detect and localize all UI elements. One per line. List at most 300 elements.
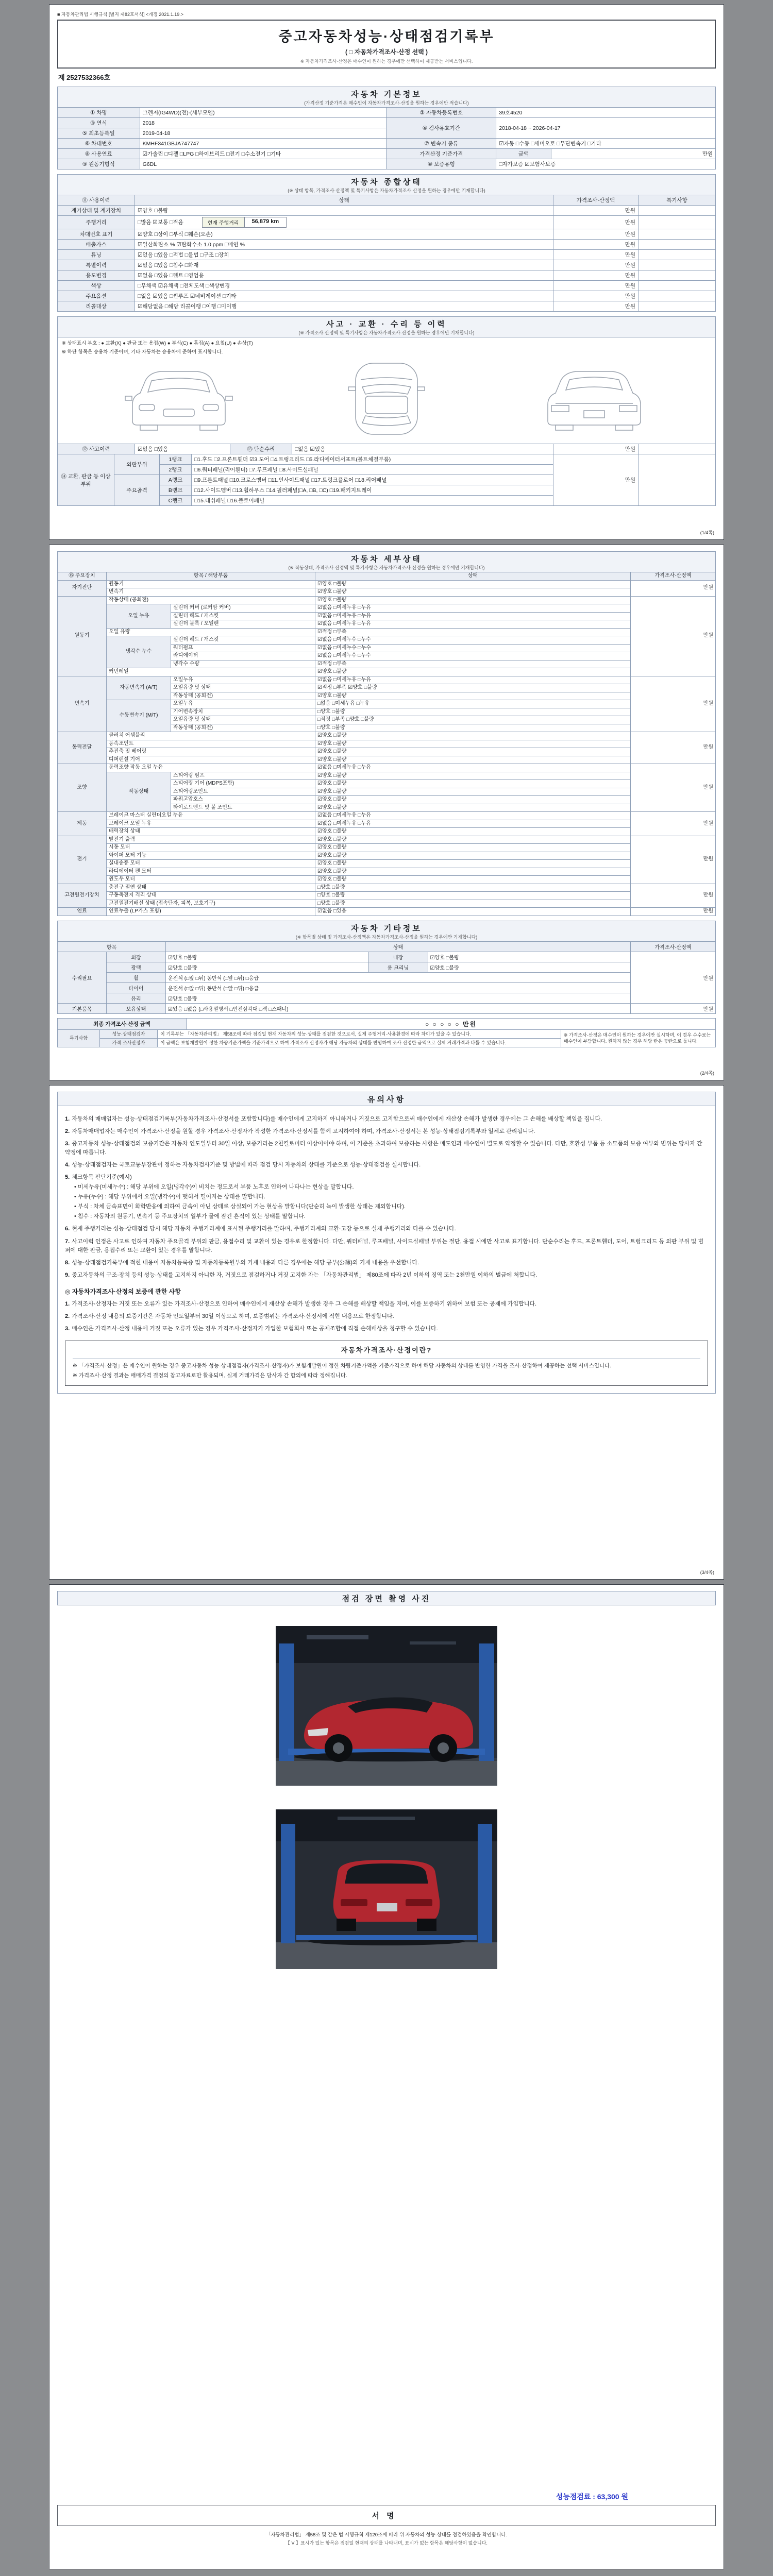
device-subgroup-label: 자동변속기 (A/T) [107, 676, 171, 700]
table-row [58, 580, 716, 588]
final-price-label: 최종 가격조사·산정 금액 [58, 1018, 187, 1029]
item-label: 파워고압호스 [171, 796, 315, 804]
table-row [58, 884, 716, 892]
checkbox-group: ☑양호 □불량 [315, 788, 631, 796]
table-row [58, 993, 716, 1003]
column-header: ⑪ 사용이력 [58, 195, 135, 206]
notice-item [65, 1173, 708, 1221]
final-price-value: ○ ○ ○ ○ ○ 만원 [187, 1018, 716, 1029]
item-label: 오일 유량 [107, 628, 315, 636]
opinion-side-note: ※ 가격조사·산정은 매수인이 원하는 경우에만 실시하며, 이 경우 수수료는 매수인이 부담합니다. 원하지 않는 경우 해당 란은 공란으로 둡니다. [561, 1029, 716, 1047]
price-cell: 만원 [631, 836, 716, 884]
table-row [58, 118, 716, 128]
table-row [58, 636, 716, 645]
field-label: 배출가스 [58, 240, 135, 250]
table-row [58, 301, 716, 312]
definition-line: ※ 「가격조사·산정」은 매수인이 원하는 경우 중고자동차 성능·상태점검자(가격조사·산정자)가 보험개발원이 정한 차량기준가액을 기준가격으로 하여 해당 자동차의 상태를 반영한 가격을 조사·산정하여 제공하는 선택 서비스입니다. [73, 1362, 612, 1369]
price-cell: 만원 [553, 281, 638, 291]
notice-item [65, 1115, 708, 1124]
section-title: 자동차 종합상태 [351, 178, 422, 187]
checkbox-group: ☑양호 □불량 [315, 668, 631, 676]
table-row [58, 149, 716, 159]
basic-info-table [57, 107, 716, 170]
warranty-section-title: ◎ 자동차가격조사·산정의 보증에 관한 사항 [65, 1287, 181, 1295]
page-3 [49, 1085, 724, 1580]
column-header: 가격조사·산정액 [553, 195, 638, 206]
checkbox-group: □15.대쉬패널 □16.플로어패널 [192, 496, 553, 506]
checkbox-group: ☑없음 □미세누유 □누유 [315, 620, 631, 629]
table-header-row [58, 195, 716, 206]
notice-item-text: 중고자동차의 구조·장치 등의 성능·상태를 고지하지 아니한 자, 거짓으로 점검하거나 거짓 고지한 자는 「자동차관리법」 제80조에 따라 2년 이하의 징역 또는 2천만원 이하의 벌금에 처합니다. [72, 1272, 537, 1278]
checkbox-group: ☑양호 □불량 [315, 588, 631, 597]
field-label: 주요옵션 [58, 291, 135, 301]
checkbox-group: □양호 □불량 [315, 884, 631, 892]
checkbox-group-text: ☑양호 □상이 □부식 □훼손(오손) [138, 231, 213, 238]
checkbox-group: ☑양호 □불량 [315, 804, 631, 812]
checkbox-group-text: ☑양호 □불량 [138, 208, 169, 214]
field-label: ⑧ 사용연료 [58, 149, 140, 159]
warranty-item-list [65, 1300, 708, 1333]
definition-line: ※ 가격조사·산정 결과는 매매가격 결정의 참고자료로만 활용되며, 실제 거래가격은 당사자 간 합의에 따라 정해집니다. [73, 1372, 347, 1379]
section-title: 점검 장면 촬영 사진 [342, 1595, 431, 1603]
table-row [58, 732, 716, 740]
etc-info-table [57, 941, 716, 1014]
checkbox-group: ☑양호 □불량 [315, 756, 631, 764]
notice-item [65, 1238, 708, 1255]
rank-label: A랭크 [160, 475, 192, 485]
table-row [58, 206, 716, 216]
item-label: 실린더 헤드 / 개스킷 [171, 612, 315, 620]
checkbox-group: ☑없음 □미세누유 □누유 [315, 612, 631, 620]
table-row [58, 281, 716, 291]
field-label: ⑨ 원동기형식 [58, 159, 140, 170]
table-row [58, 454, 716, 465]
column-header: 상태 [135, 195, 553, 206]
table-row [58, 1018, 716, 1029]
checkbox-group: ☑양호 □불량 [166, 962, 368, 972]
item-label: 실린더 헤드 / 개스킷 [171, 636, 315, 645]
checkbox-group: ☑양호 □불량 [315, 596, 631, 604]
table-row [58, 748, 716, 756]
notice-item-number: 5. [65, 1174, 70, 1181]
notice-section [57, 1106, 716, 1394]
checkbox-group [135, 291, 553, 301]
column-header: 상태 [315, 572, 631, 581]
notice-item-text: 사고이력 인정은 사고로 인하여 자동차 주요골격 부위의 판금, 용접수리 및 교환이 있는 경우로 한정합니다. 다만, 쿼터패널, 루프패널, 사이드실패널 부위는 절단, 용접 시에만 사고로 표기합니다. 단순수리는 후드, 프론트휀더, 도어, 트렁크리드 등 외판 부위 및 범퍼에 대한 판금, 용접수리 또는 교환이 있는 경우를 말합니다. [65, 1238, 704, 1253]
price-cell: 만원 [553, 270, 638, 281]
notice-item-number: 2. [65, 1128, 70, 1135]
document-number: 제 2527532366호 [58, 74, 111, 81]
section-title: 유의사항 [367, 1095, 406, 1104]
notice-item [65, 1259, 708, 1267]
field-label: 외장 [107, 952, 166, 962]
inspector-opinion-table [57, 1029, 716, 1047]
table-row [58, 740, 716, 748]
section-notice-header [57, 1092, 716, 1106]
notice-item-number: 7. [65, 1238, 70, 1245]
rank-label: B랭크 [160, 485, 192, 496]
checkbox-group: ☑양호 □불량 [315, 860, 631, 868]
section-note: (※ 상태 항목, 가격조사·산정액 및 특기사항은 자동차가격조사·산정을 원하는 경우에만 기재합니다) [288, 188, 485, 193]
device-group-label: 조향 [58, 764, 107, 812]
notice-subitem: • 미세누유(미세누수) : 해당 부위에 오일(냉각수)이 비치는 정도로서 부품 노후로 인하여 나타나는 현상을 말합니다. [74, 1184, 354, 1191]
field-label: 특별이력 [58, 260, 135, 270]
field-value: 만원 [551, 149, 715, 159]
page-number: (3/4쪽) [700, 1570, 714, 1575]
inspector-opinion-text: 이 금액은 보험개발원이 정한 차량기준가액을 기준가격으로 하여 가격조사·산정자가 해당 자동차의 상태를 반영하여 조사·산정한 금액으로 실제 거래가격과 다를 수 있습니다. [158, 1038, 561, 1047]
checkbox-group: ☑양호 □불량 [428, 952, 631, 962]
price-cell: 만원 [553, 260, 638, 270]
item-label: 작동상태 (공회전) [107, 596, 315, 604]
checkbox-group: ☑적정 □부족 [315, 660, 631, 668]
table-row [58, 908, 716, 916]
detail-status-table [57, 572, 716, 916]
checkbox-group-text: ☑해당없음 □해당 리콜이행 □이행 □미이행 [138, 303, 237, 310]
field-value: □자가보증 ☑보험사보증 [496, 159, 716, 170]
field-value: KMHF341GBJA747747 [140, 139, 386, 149]
photo-1-container [57, 1626, 716, 1786]
price-cell: 만원 [631, 908, 716, 916]
price-cell: 만원 [553, 444, 638, 454]
table-row [58, 676, 716, 684]
notice-item [65, 1271, 708, 1280]
field-label: 용도변경 [58, 270, 135, 281]
item-label: 브레이크 오일 누유 [107, 820, 315, 828]
checkbox-group [135, 281, 553, 291]
field-label: ⑤ 최초등록일 [58, 128, 140, 139]
field-label: 색상 [58, 281, 135, 291]
checkbox-group: ☑양호 □불량 [315, 876, 631, 884]
device-subgroup-label: 수동변속기 (M/T) [107, 700, 171, 732]
table-row [58, 108, 716, 118]
notice-item-text: 현재 주행거리는 성능·상태점검 당시 해당 자동차 주행거리계에 표시된 주행거리를 말하며, 주행거리계의 교환·고장 등으로 실제 주행거리와 다를 수 있습니다. [72, 1226, 456, 1232]
checkbox-group-text: ☑없음 □있음 □렌트 □영업용 [138, 273, 204, 279]
table-row [58, 820, 716, 828]
definition-box-body [73, 1362, 700, 1381]
table-row [58, 828, 716, 836]
vehicle-basis-legend: ※ 하단 항목은 승용차 기준이며, 기타 자동차는 승용차에 준하여 표시합니다. [62, 349, 223, 355]
checkbox-group: □적정 □부족 □양호 □불량 [315, 716, 631, 724]
notice-item-text: 성능·상태점검자는 국토교통부장관이 정하는 자동차검사기준 및 방법에 따라 점검 당시 자동차의 상태를 기준으로 성능·상태점검을 실시합니다. [72, 1162, 421, 1168]
device-group-label: 자기진단 [58, 580, 107, 596]
checkbox-group: ☑없음 □미세누수 □누수 [315, 644, 631, 652]
table-row [58, 139, 716, 149]
remark-cell [638, 281, 716, 291]
notice-item-number: 9. [65, 1272, 70, 1278]
notice-item [65, 1127, 708, 1136]
item-label: 냉각수 수량 [171, 660, 315, 668]
column-header: 가격조사·산정액 [631, 572, 716, 581]
field-value: 39호4520 [496, 108, 716, 118]
item-label: 오일누유 [171, 676, 315, 684]
item-label: 스티어링 펌프 [171, 772, 315, 780]
checkbox-group-text: □많음 ☑보통 □적음 [138, 219, 183, 226]
table-row [58, 982, 716, 993]
table-row [58, 844, 716, 852]
checkbox-group: ☑양호 □불량 [315, 836, 631, 844]
table-header-row [58, 941, 716, 952]
checkbox-group [135, 216, 553, 229]
checkbox-group: ☑양호 □불량 [315, 852, 631, 860]
remark-cell [638, 216, 716, 229]
page-number: (2/4쪽) [700, 1071, 714, 1076]
device-group-label: 전기 [58, 836, 107, 884]
item-label: 등속조인트 [107, 740, 315, 748]
item-label: 타이로드엔드 및 볼 조인트 [171, 804, 315, 812]
section-accident-history-header [57, 316, 716, 337]
item-label: 연료누출 (LP가스 포함) [107, 908, 315, 916]
section-photos-header [57, 1591, 716, 1605]
remark-cell [638, 454, 716, 506]
remark-cell [638, 291, 716, 301]
item-label: 실린더 블록 / 오일팬 [171, 620, 315, 629]
table-row [58, 240, 716, 250]
remark-cell [638, 260, 716, 270]
car-front-diagram [120, 360, 238, 437]
notice-item-text: 중고자동차 성능·상태점검의 보증기간은 자동차 인도일부터 30일 이상, 보증거리는 2천킬로미터 이상이어야 하며, 이 기준을 초과하여 보증하는 사항은 매도인과 매수인이 별도로 약정할 수 있습니다. 다만, 호환성 부품 등 소모품의 보증 여부와 범위는 당사자 간 약정에 따릅니다. [65, 1141, 702, 1156]
checkbox-group: ☑없음 □미세누유 □누유 [315, 604, 631, 613]
car-damage-diagrams [58, 355, 715, 444]
section-note: (※ 항목별 상태 및 가격조사·산정액은 자동차가격조사·산정을 원하는 경우에만 기재합니다) [295, 934, 478, 940]
checkbox-group: ☑적정 □부족 [315, 628, 631, 636]
remark-cell [638, 206, 716, 216]
checkbox-group: 운전석 (□앞 □뒤) 동반석 (□앞 □뒤) □응급 [166, 982, 631, 993]
remark-cell [638, 240, 716, 250]
field-label: 휠 [107, 972, 166, 982]
checkbox-group: ☑없음 □미세누유 □누유 [315, 820, 631, 828]
checkbox-group: ☑없음 □미세누유 □누유 [315, 812, 631, 820]
warranty-item-text: 가격조사·산정 내용의 보증기간은 자동차 인도일부터 30일 이상으로 하며, 보증범위는 가격조사·산정서에 적힌 내용으로 한정합니다. [72, 1313, 394, 1320]
column-header: 항목 [58, 941, 166, 952]
inspector-opinion-text: 이 기록부는 「자동차관리법」 제58조에 따라 점검일 현재 자동차의 성능·상태를 점검한 것으로서, 실제 주행거리·사용환경에 따라 차이가 있을 수 있습니다. [158, 1029, 561, 1038]
price-cell: 만원 [631, 812, 716, 836]
price-cell: 만원 [631, 596, 716, 676]
panel-group-label: 외판부위 [114, 454, 160, 475]
field-label: ③ 연식 [58, 118, 140, 128]
checkbox-group: ☑양호 □불량 [315, 828, 631, 836]
accident-summary-row [57, 444, 716, 454]
legal-footer-line-2: 【 V 】표시가 있는 항목은 점검일 현재의 상태를 나타내며, 표시가 없는 항목은 해당사항이 없습니다. [285, 2540, 488, 2546]
table-row [58, 291, 716, 301]
field-label: ⑫ 사고이력 [58, 444, 135, 454]
price-cell: 만원 [553, 240, 638, 250]
odometer-label: 현재 주행거리 [203, 217, 245, 227]
signature-section [57, 2492, 716, 2546]
warranty-item-number: 3. [65, 1326, 70, 1332]
table-row [58, 700, 716, 708]
price-cell: 만원 [631, 764, 716, 812]
table-row [58, 260, 716, 270]
section-detail-status-header [57, 551, 716, 572]
table-row [58, 628, 716, 636]
price-survey-definition-box [65, 1341, 708, 1386]
page-number: (1/4쪽) [700, 530, 714, 535]
section-basic-info-header [57, 87, 716, 108]
checkbox-group-text: ☑없음 □있음 □적법 □불법 □구조 □장치 [138, 252, 229, 258]
checkbox-group [135, 229, 553, 240]
notice-item [65, 1225, 708, 1233]
notice-item [65, 1140, 708, 1157]
item-label: 라디에이터 [171, 652, 315, 660]
checkbox-group [135, 270, 553, 281]
inspector-role-label: 성능·상태점검자 [100, 1029, 158, 1038]
page-2 [49, 545, 724, 1080]
device-group-label: 원동기 [58, 596, 107, 676]
checkbox-group: ☑양호 □불량 [315, 796, 631, 804]
checkbox-group: ☑양호 □불량 [315, 780, 631, 788]
field-label: ⑦ 변속기 종류 [386, 139, 496, 149]
checkbox-group: ☑없음 □미세누유 □누유 [315, 764, 631, 772]
state-code-legend: ※ 상태표시 부호 : ● 교환(X) ● 판금 또는 용접(W) ● 부식(C) ● 흠집(A) ● 요철(U) ● 손상(T) [62, 341, 253, 346]
notice-item-number: 3. [65, 1141, 70, 1147]
field-label: 가격산정 기준가격 [386, 149, 496, 159]
field-label: 보유상태 [107, 1003, 166, 1013]
table-row [58, 159, 716, 170]
field-label: 튜닝 [58, 250, 135, 260]
item-label: 오일유량 및 상태 [171, 716, 315, 724]
table-row [58, 952, 716, 962]
checkbox-group: □없음 ☑있음 [292, 444, 553, 454]
item-label: 원동기 [107, 580, 315, 588]
item-label: 윈도우 모터 [107, 876, 315, 884]
checkbox-group: ☑양호 □불량 [315, 748, 631, 756]
overall-status-table [57, 195, 716, 312]
car-top-diagram [343, 360, 430, 437]
odometer-value: 56,879 km [245, 217, 287, 227]
item-label: 와이퍼 모터 기능 [107, 852, 315, 860]
warranty-item-text: 매수인은 가격조사·산정 내용에 거짓 또는 오류가 있는 경우 가격조사·산정자가 가입한 보험회사 또는 공제조합에 직접 손해배상을 청구할 수 있습니다. [72, 1326, 438, 1332]
price-cell: 만원 [553, 291, 638, 301]
table-row [58, 812, 716, 820]
warranty-item-text: 가격조사·산정자는 거짓 또는 오류가 있는 가격조사·산정으로 인하여 매수인에게 재산상 손해가 발생한 경우 그 손해를 배상할 책임을 지며, 이를 보증하기 위하여 보험 또는 공제에 가입합니다. [72, 1301, 537, 1308]
table-row [58, 860, 716, 868]
odometer-box [202, 217, 287, 228]
checkbox-group [135, 206, 553, 216]
field-label: ⑩ 보증유형 [386, 159, 496, 170]
document-title: 중고자동차성능·상태점검기록부 [278, 29, 495, 44]
checkbox-group: □9.프론트패널 □10.크로스멤버 □11.인사이드패널 □17.트렁크플로어 □18.리어패널 [192, 475, 553, 485]
table-row [58, 972, 716, 982]
price-cell: 만원 [553, 206, 638, 216]
notice-item-number: 6. [65, 1226, 70, 1232]
section-note: (※ 작동상태, 가격조사·산정액 및 특기사항은 자동차가격조사·산정을 원하는 경우에만 기재합니다) [288, 565, 485, 570]
warranty-item [65, 1300, 708, 1309]
field-value: ☑가솔린 □디젤 □LPG □하이브리드 □전기 □수소전기 □기타 [140, 149, 386, 159]
item-label: 디퍼렌셜 기어 [107, 756, 315, 764]
warranty-item [65, 1325, 708, 1333]
field-label: ④ 검사유효기간 [386, 118, 496, 139]
checkbox-group: ☑적정 □부족 ☑양호 □불량 [315, 684, 631, 692]
section-title: 사고 · 교환 · 수리 등 이력 [326, 320, 447, 329]
notice-subitem: • 부식 : 차체 금속표면이 화학반응에 의하여 금속이 아닌 상태로 상실되어 가는 현상을 말합니다(단순히 녹이 발생한 상태는 제외합니다). [74, 1204, 406, 1210]
item-label: 배력장치 상태 [107, 828, 315, 836]
notice-item-text: 성능·상태점검기록부에 적힌 내용이 자동차등록증 및 자동차등록원부의 기재 내용과 다른 경우에는 해당 공부(公簿)의 기재 내용을 우선합니다. [72, 1259, 419, 1266]
checkbox-group-text: ☑없음 □있음 □침수 □화재 [138, 262, 199, 268]
table-row [58, 270, 716, 281]
basic-items-group-label: 기본품목 [58, 1003, 107, 1013]
table-row [58, 588, 716, 597]
device-group-label: 제동 [58, 812, 107, 836]
item-label: 오일유량 및 상태 [171, 684, 315, 692]
field-label: ⑥ 차대번호 [58, 139, 140, 149]
field-label: 차대번호 표기 [58, 229, 135, 240]
item-label: 워터펌프 [171, 644, 315, 652]
item-label: 실린더 커버 (로커암 커버) [171, 604, 315, 613]
price-cell: 만원 [553, 454, 638, 506]
panel-damage-label: ⑭ 교환, 판금 등 이상 부위 [58, 454, 114, 506]
checkbox-group [135, 240, 553, 250]
rank-label: C랭크 [160, 496, 192, 506]
repair-group-label: 수리필요 [58, 952, 107, 1003]
column-header: 특기사항 [638, 195, 716, 206]
signature-band: 서명 [57, 2505, 716, 2526]
item-label: 구동축전지 격리 상태 [107, 892, 315, 900]
table-row [58, 229, 716, 240]
checkbox-group: ☑양호 □불량 [315, 692, 631, 700]
checkbox-group: ☑양호 □불량 [166, 952, 368, 962]
document-title-box [57, 20, 716, 69]
checkbox-group: ☑양호 □불량 [315, 868, 631, 876]
checkbox-group: ☑양호 □불량 [315, 732, 631, 740]
table-row [58, 216, 716, 229]
notice-item [65, 1161, 708, 1170]
checkbox-group: ☑없음 □미세누수 □누수 [315, 652, 631, 660]
remark-cell [638, 444, 716, 454]
item-label: 오일누유 [171, 700, 315, 708]
table-row [58, 596, 716, 604]
table-row [58, 1003, 716, 1013]
document-subtitle: ( □ 자동차가격조사·산정 선택 ) [345, 48, 428, 56]
section-etc-info-header [57, 921, 716, 942]
remark-cell [638, 250, 716, 260]
section-note: (가격산정 기준가격은 매수인이 자동차가격조사·산정을 원하는 경우에만 적습니다) [304, 100, 469, 106]
checkbox-group: ☑양호 □불량 [315, 772, 631, 780]
table-row [58, 1029, 716, 1038]
field-value: G6DL [140, 159, 386, 170]
checkbox-group: ☑양호 □불량 [315, 580, 631, 588]
legal-footer-line-1: 「자동차관리법」 제58조 및 같은 법 시행규칙 제120조에 따라 위 자동차의 성능·상태를 점검하였음을 확인합니다. [265, 2532, 508, 2538]
item-label: 작동상태 (공회전) [171, 692, 315, 700]
photo-2-container [57, 1809, 716, 1969]
opinion-group-label: 특기사항 [58, 1029, 100, 1047]
checkbox-group: ☑없음 □미세누수 □누수 [315, 636, 631, 645]
notice-item-number: 8. [65, 1259, 70, 1266]
checkbox-group-text: □없음 ☑있음 □썬루프 ☑네비게이션 □기타 [138, 293, 237, 299]
table-row [58, 444, 716, 454]
rank-label: 2랭크 [160, 465, 192, 475]
notice-item-number: 4. [65, 1162, 70, 1168]
item-label: 동력조향 작동 오일 누유 [107, 764, 315, 772]
item-label: 고전원전기배선 상태 (접속단자, 피복, 보호기구) [107, 900, 315, 908]
item-label: 추진축 및 베어링 [107, 748, 315, 756]
table-row [58, 962, 716, 972]
table-row [58, 250, 716, 260]
item-label: 충전구 절연 상태 [107, 884, 315, 892]
checkbox-group [135, 260, 553, 270]
checkbox-group: ☑없음 □있음 [315, 908, 631, 916]
table-row [58, 764, 716, 772]
price-cell: 만원 [631, 884, 716, 908]
notice-item-text: 체크항목 판단기준(예시) [72, 1174, 132, 1181]
table-header-row [58, 572, 716, 581]
checkbox-group: □양호 □불량 [315, 724, 631, 732]
field-label: 계기상태 및 계기장치 [58, 206, 135, 216]
section-title: 자동차 기본정보 [351, 90, 422, 99]
field-label: 룸 크리닝 [368, 962, 428, 972]
price-cell: 만원 [631, 580, 716, 596]
checkbox-group: □양호 □불량 [315, 900, 631, 908]
checkbox-group: □12.사이드멤버 □13.휠하우스 □14.필러패널(□A, □B, □C) □19.패키지트레이 [192, 485, 553, 496]
